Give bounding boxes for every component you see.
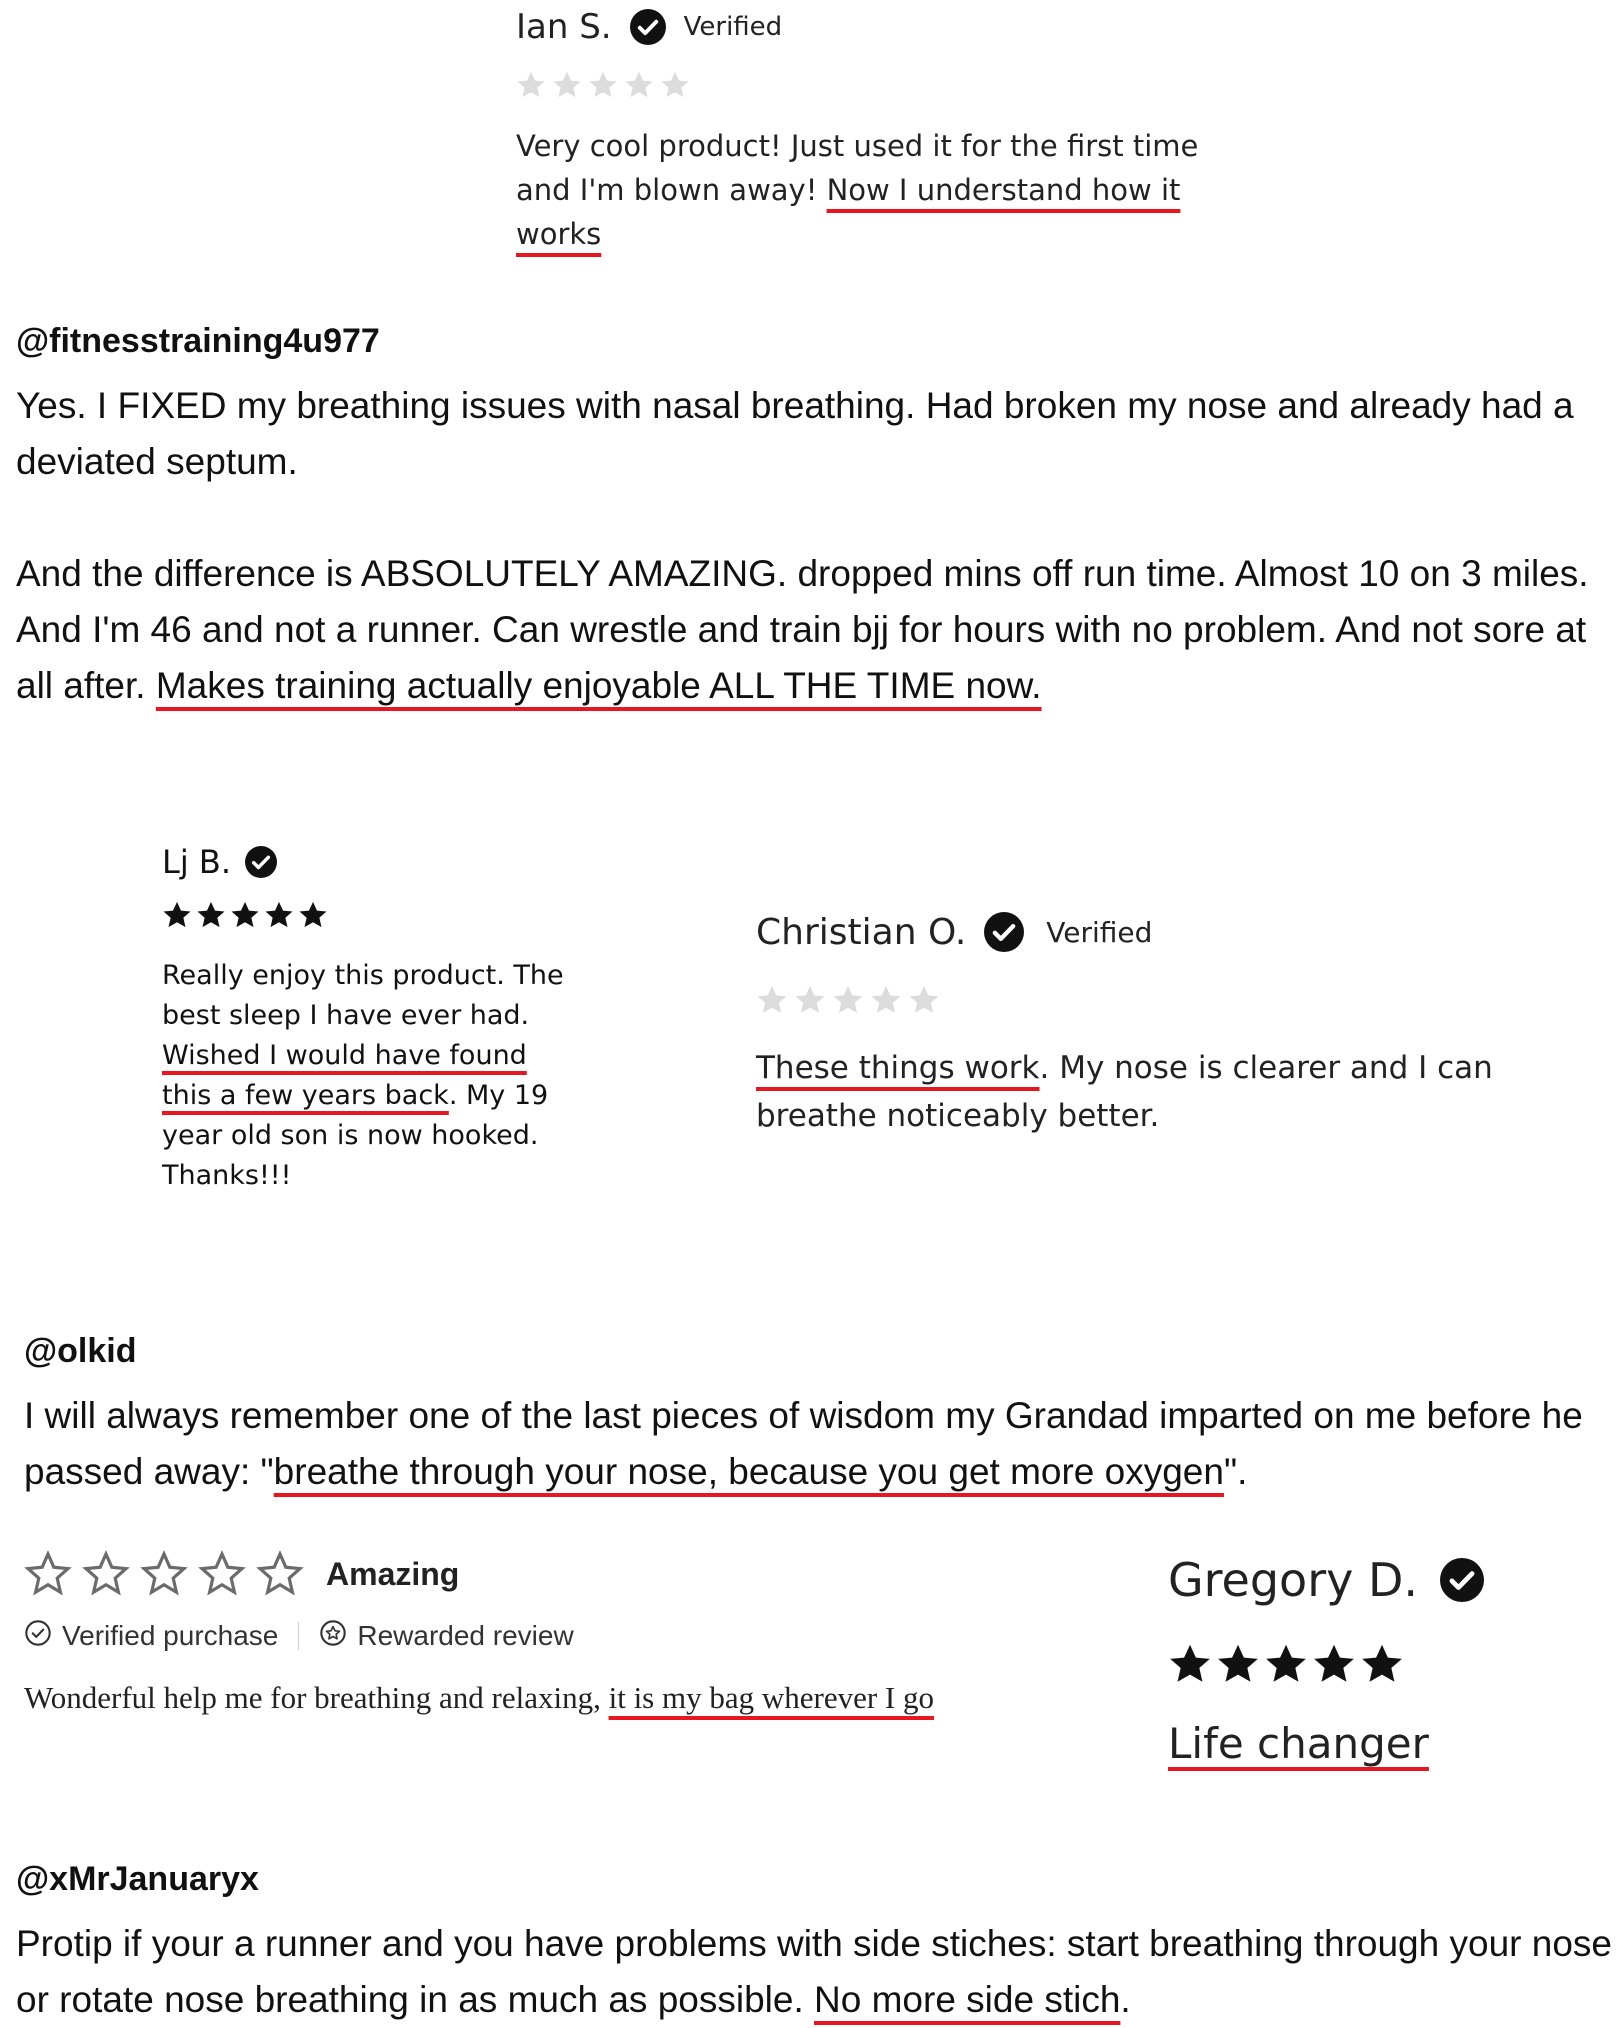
review-text-highlight: Now I understand how it works xyxy=(516,173,1181,251)
review-text xyxy=(162,956,582,1196)
star-icon xyxy=(1216,1642,1260,1686)
comment-text-after: . xyxy=(1120,1979,1131,2020)
verified-check-icon xyxy=(1440,1558,1484,1602)
star-rating xyxy=(24,1550,304,1598)
review-ian xyxy=(516,0,1256,256)
comment-text xyxy=(16,1916,1616,2028)
comment-text-highlight: No more side stich xyxy=(814,1979,1121,2020)
verified-purchase-icon xyxy=(24,1619,52,1654)
comment-olkid xyxy=(24,1328,1616,1500)
divider xyxy=(298,1622,299,1650)
comment-paragraph-1: Yes. I FIXED my breathing issues with nasal breathing. Had broken my nose and already had a deviated septum. xyxy=(16,385,1574,482)
review-title-wrap xyxy=(1168,1716,1608,1772)
star-icon xyxy=(298,900,328,930)
star-icon xyxy=(196,900,226,930)
review-text-plain: Very cool product! Just used it for the first time and I'm blown away! xyxy=(516,129,1199,207)
star-icon xyxy=(198,1550,246,1598)
review-text-highlight: it is my bag wherever I go xyxy=(608,1680,935,1715)
star-rating xyxy=(516,70,1256,100)
comment-fitness xyxy=(16,318,1616,714)
comment-text-plain: Protip if your a runner and you have problems with side stiches: start breathing through your nose or rotate nose breathing in as much as possible. xyxy=(16,1923,1612,2020)
review-text xyxy=(516,124,1256,256)
review-text-before: Really enjoy this product. The best sleep I have ever had. xyxy=(162,960,564,1031)
comment-text-before: I will always remember one of the last pieces of wisdom my Grandad imparted on me before he passed away: " xyxy=(24,1395,1583,1492)
star-rating xyxy=(162,900,582,930)
verified-label: Verified xyxy=(683,12,783,42)
review-lj xyxy=(162,838,582,1196)
review-text xyxy=(756,1044,1596,1140)
verified-label: Verified xyxy=(1046,915,1153,949)
star-icon xyxy=(1168,1642,1212,1686)
star-icon xyxy=(870,984,902,1016)
star-icon xyxy=(24,1550,72,1598)
reviewer-name: Lj B. xyxy=(162,843,232,881)
star-icon xyxy=(140,1550,188,1598)
star-icon xyxy=(756,984,788,1016)
comment-text-highlight: breathe through your nose, because you get more oxygen xyxy=(273,1451,1224,1492)
award-icon xyxy=(319,1619,347,1654)
comment-paragraph-2-plain: And the difference is ABSOLUTELY AMAZING. dropped mins off run time. Almost 10 on 3 miles. And I'm 46 and not a runner. Can wrestle and train bjj for hours with no problem. And not sore at all after. xyxy=(16,553,1589,706)
star-icon xyxy=(256,1550,304,1598)
star-icon xyxy=(1312,1642,1356,1686)
star-icon xyxy=(1360,1642,1404,1686)
review-text-after: . My nose is clearer and I can breathe noticeably better. xyxy=(756,1050,1493,1134)
comment-paragraph-2 xyxy=(16,546,1616,714)
reviewer-name: Ian S. xyxy=(516,7,612,47)
comment-handle: @xMrJanuaryx xyxy=(16,1860,259,1898)
review-title: Life changer xyxy=(1168,1719,1429,1768)
verified-check-icon xyxy=(630,9,666,45)
review-amazing xyxy=(24,1546,1124,1720)
comment-paragraph-2-highlight: Makes training actually enjoyable ALL THE TIME now. xyxy=(155,665,1042,706)
verified-purchase-label: Verified purchase xyxy=(62,1620,279,1651)
star-icon xyxy=(1264,1642,1308,1686)
star-icon xyxy=(832,984,864,1016)
review-christian xyxy=(756,904,1616,1140)
star-icon xyxy=(82,1550,130,1598)
review-text-after: . My 19 year old son is now hooked. Thanks!!! xyxy=(162,1080,549,1191)
comment-xmr xyxy=(16,1856,1616,2028)
review-text-plain: Wonderful help me for breathing and relaxing, xyxy=(24,1680,609,1715)
star-icon xyxy=(908,984,940,1016)
verified-check-icon xyxy=(984,912,1024,952)
star-icon xyxy=(624,70,654,100)
star-icon xyxy=(264,900,294,930)
comment-handle: @fitnesstraining4u977 xyxy=(16,322,380,360)
comment-text-after: ". xyxy=(1223,1451,1248,1492)
comment-text xyxy=(24,1388,1616,1500)
star-icon xyxy=(162,900,192,930)
reviewer-name: Christian O. xyxy=(756,911,967,953)
star-icon xyxy=(230,900,260,930)
review-gregory xyxy=(1168,1548,1608,1772)
star-icon xyxy=(660,70,690,100)
star-icon xyxy=(516,70,546,100)
star-rating xyxy=(756,984,1616,1016)
review-text xyxy=(24,1676,1124,1720)
comment-handle: @olkid xyxy=(24,1332,137,1370)
review-text-highlight: These things work xyxy=(756,1050,1040,1086)
star-icon xyxy=(794,984,826,1016)
verified-check-icon xyxy=(245,846,277,878)
star-icon xyxy=(588,70,618,100)
star-rating xyxy=(1168,1642,1608,1686)
reviewer-name: Gregory D. xyxy=(1168,1553,1418,1607)
star-icon xyxy=(552,70,582,100)
review-title: Amazing xyxy=(326,1555,460,1592)
rewarded-review-label: Rewarded review xyxy=(357,1620,574,1651)
review-text-highlight: Wished I would have found this a few years back xyxy=(162,1040,527,1111)
